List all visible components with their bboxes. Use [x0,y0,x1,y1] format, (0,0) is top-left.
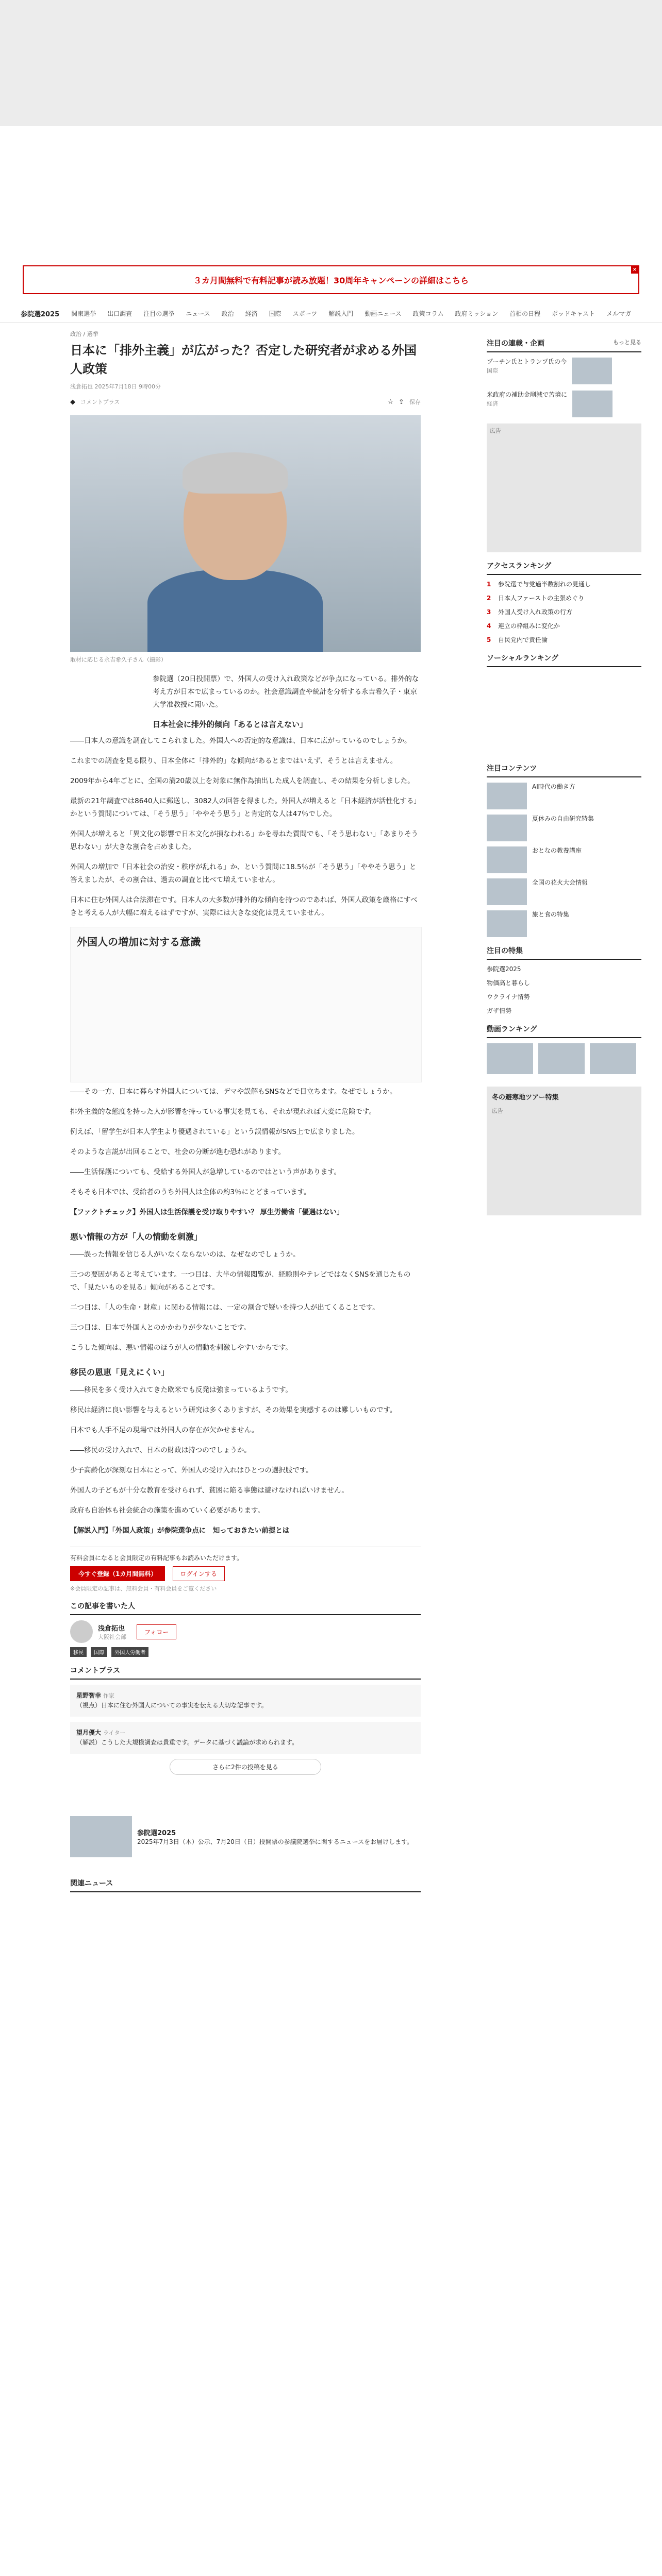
ranking-item[interactable] [487,608,641,617]
author-tag[interactable]: 移民 [70,1647,87,1657]
photo-caption: 取材に応じる永吉希久子さん（撮影） [70,656,167,663]
related-news-title [70,1878,421,1892]
author-card [70,1620,421,1643]
commenter-name[interactable]: 星野智幸 [76,1692,102,1699]
related-link[interactable]: 【ファクトチェック】外国人は生活保護を受け取りやすい？ 厚生労働省「優遇はない」 [70,1208,344,1216]
comment-item [70,1722,421,1754]
column-thumb [487,815,527,841]
promo-thumb [70,1816,132,1857]
body-paragraph: 政府も自治体も社会統合の施策を進めていく必要があります。 [70,1506,264,1515]
rank-number: 3 [487,608,491,616]
rank-number: 1 [487,581,491,588]
video-thumb[interactable] [538,1043,585,1074]
comments-label: コメントプラス [70,1667,121,1675]
ranking-title [487,561,641,575]
author-tag[interactable]: 国際 [91,1647,107,1657]
body-paragraph: 三つの要因があると考えています。一つ目は、大半の情報閲覧が、経験則やテレビではなくSNSを通じたもので、「見たいものを見る」傾向があることです。 [70,1270,411,1292]
video-title [487,1024,641,1038]
columns-label: 注目コンテンツ [487,765,537,773]
sidebar-ad[interactable] [487,423,641,552]
body-paragraph: 二つ目は、「人の生命・財産」に関わる情報には、一定の割合で疑いを持つ人が出てくることです。 [70,1303,379,1312]
nav-item[interactable]: 経済 [245,310,258,317]
nav-item[interactable]: 政策コラム [412,310,444,317]
ranking-item[interactable] [487,622,641,631]
related-link[interactable]: 【解説入門】「外国人政策」が参院選争点に 知っておきたい前提とは [70,1527,290,1535]
article-title: 日本に「排外主義」が広がった？否定した研究者が求める外国人政策 [70,343,417,376]
bottom-ad-title: 冬の避寒地ツアー特集 [492,1094,559,1101]
share-icon[interactable]: ⇪ [399,398,404,406]
nav-item[interactable]: 国際 [269,310,282,317]
rank-number: 5 [487,636,491,643]
nav-item[interactable]: 解説入門 [328,310,354,317]
nav-item[interactable]: 注目の選挙 [143,310,175,317]
body-paragraph: 例えば、「留学生が日本人学生より優遇されている」という誤情報がSNS上で広まりました。 [70,1128,359,1136]
body-paragraph: こうした傾向は、悪い情報のほうが人の情動を刺激しやすいからです。 [70,1344,292,1352]
nav-item[interactable]: 政府ミッション [455,310,499,317]
related-news-label: 関連ニュース [70,1879,113,1888]
section-heading: 悪い情報の方が「人の情動を刺激」 [70,1232,203,1242]
bookmark-icon[interactable]: ☆ [387,398,394,406]
campaign-banner-text[interactable]: ３カ月間無料で有料記事が読み放題！30周年キャンペーンの詳細はこちら [193,275,469,285]
body-paragraph: 2009年から4年ごとに、全国の満20歳以上を対象に無作為抽出した成人を調査し、その結果を分析しました。 [70,777,415,785]
topic-item[interactable]: 物価高と暮らし [487,979,531,987]
body-paragraph: ――生活保護についても、受給する外国人が急増しているのではという声があります。 [70,1168,341,1176]
ranking-item-title: 外国人受け入れ政策の行方 [498,608,573,616]
lead-paragraph: 参院選（20日投開票）で、外国人の受け入れ政策などが争点になっている。排外的な考え方が日本で広まっているのか。社会意識調査や統計を分析する永吉希久子・東京大学准教授に聞いた。 [153,675,419,709]
topic-item[interactable]: 参院選2025 [487,965,521,973]
topic-item[interactable]: ガザ情勢 [487,1007,512,1014]
survey-chart [70,927,422,1082]
featured-item-title: プーチン氏とトランプ氏の今 [487,358,567,365]
comment-text: （視点）日本に住む外国人についての事実を伝える大切な記事です。 [76,1702,268,1709]
comment-item [70,1685,421,1717]
campaign-banner[interactable] [23,265,639,294]
body-paragraph: 日本に住む外国人は合法滞在です。日本人の大多数が排外的な傾向を持つのであれば、外国人政策を厳格にすべきと考える人が大幅に増えるはずですが、実際には大きな変化は見えていません。 [70,896,418,917]
author-role: 大阪社会部 [98,1633,126,1640]
featured-title [487,338,641,352]
body-paragraph: ――日本人の意識を調査してこられました。外国人への否定的な意識は、日本に広がっているのでしょうか。 [70,737,411,745]
author-name[interactable]: 浅倉拓也 [98,1624,125,1633]
featured-label: 注目の連載・企画 [487,340,544,348]
featured-item[interactable] [487,391,641,417]
comment-plus-label[interactable]: コメントプラス [80,399,120,405]
ranking-item-title: 参院選で与党過半数割れの見通し [498,581,591,588]
topics-label: 注目の特集 [487,947,523,955]
column-item[interactable] [487,878,641,905]
avatar [70,1620,93,1643]
nav-item[interactable]: ニュース [186,310,210,317]
comment-plus-icon: ◆ [70,398,75,406]
featured-item-title: 米政府の補助金削減で苦境に [487,391,568,398]
featured-more[interactable]: もっと見る [613,339,641,346]
body-paragraph: 排外主義的な態度を持った人が影響を持っている事実を見ても、それが現れれば大変に危険です。 [70,1108,376,1116]
article-meta: 浅倉拓也 2025年7月18日 9時00分 [70,383,161,390]
ranking-item[interactable] [487,580,641,589]
top-ad-area [0,0,662,126]
author-section-label: この記事を書いた人 [70,1602,135,1611]
body-paragraph: ――移民を多く受け入れてきた欧米でも反発は強まっているようです。 [70,1386,292,1394]
rank-number: 4 [487,622,491,630]
author-section-title [70,1601,421,1615]
bottom-ad[interactable] [487,1087,641,1215]
rank-number: 2 [487,595,491,602]
column-item-title: 旅と食の特集 [532,911,570,918]
body-paragraph: そもそも日本では、受給者のうち外国人は全体の約3％にとどまっています。 [70,1188,311,1196]
cta-text: 有料会員になると会員限定の有料記事もお読みいただけます。 [70,1554,243,1562]
article-photo [70,415,421,652]
ranking-label: アクセスランキング [487,562,552,570]
nav-item[interactable]: 首相の日程 [509,310,541,317]
breadcrumb[interactable]: 政治 / 選挙 [70,331,98,337]
section-heading: 移民の恩恵「見えにくい」 [70,1367,170,1377]
nav-brand[interactable]: 参院選2025 [21,310,60,318]
column-item-title: AI時代の働き方 [532,783,575,790]
trial-button[interactable]: 今すぐ登録（1カ月間無料） [70,1566,165,1581]
commenter-role: 作家 [103,1692,114,1699]
body-paragraph: 移民は経済に良い影響を与えるという研究は多くありますが、その効果を実感するのは難しいものです。 [70,1406,397,1414]
main-nav [0,304,662,323]
body-paragraph: ――移民の受け入れで、日本の財政は持つのでしょうか。 [70,1446,251,1454]
column-thumb [487,878,527,905]
bottom-ad-sub: 広告 [492,1108,503,1114]
column-item-title: おとなの教養講座 [532,847,582,854]
paywall-cta [70,1547,421,1592]
promo-text: 2025年7月3日（木）公示、7月20日（日）投開票の参議院選挙に関するニュースをお届けします。 [137,1838,413,1845]
column-thumb [487,910,527,937]
ranking-item[interactable] [487,594,641,603]
column-thumb [487,846,527,873]
social-title [487,653,641,667]
author-tags [70,1647,421,1657]
column-thumb [487,783,527,809]
sidebar [487,330,641,1222]
ranking-item-title: 自民党内で責任論 [498,636,548,643]
author-tag[interactable]: 外国人労働者 [111,1647,148,1657]
body-paragraph: 最新の21年調査では8640人に郵送し、3082人の回答を得ました。外国人が増えると「日本経済が活性化する」かという質問については、「そう思う」「ややそう思う」と肯定的な人は47％でした。 [70,797,421,818]
ad-label: 広告 [490,428,501,434]
video-thumb[interactable] [590,1043,636,1074]
column-item[interactable] [487,815,641,841]
video-carousel [487,1043,641,1074]
body-paragraph: 外国人の子どもが十分な教育を受けられず、貧困に陥る事態は避けなければいけません。 [70,1486,349,1495]
body-paragraph: 少子高齢化が深刻な日本にとって、外国人の受け入れはひとつの選択肢です。 [70,1466,313,1475]
body-paragraph: そのような言説が出回ることで、社会の分断が進む恐れがあります。 [70,1148,286,1156]
column-item[interactable] [487,846,641,873]
column-item-title: 夏休みの自由研究特集 [532,815,594,822]
save-label[interactable]: 保存 [409,399,421,405]
comments-title [70,1665,421,1680]
social-list [487,672,641,755]
more-comments-button[interactable]: さらに2件の投稿を見る [170,1759,321,1775]
column-item-title: 全国の花火大会情報 [532,879,588,886]
featured-item-sub: 経済 [487,400,498,407]
nav-item[interactable]: メルマガ [606,310,632,317]
photo-hair [183,452,288,494]
article [70,330,421,1897]
body-paragraph: ――誤った情報を信じる人がいなくならないのは、なぜなのでしょうか。 [70,1250,300,1259]
nav-item[interactable]: 関東選挙 [71,310,96,317]
featured-thumb [572,391,613,417]
close-icon[interactable]: × [631,266,638,274]
related-promo[interactable] [70,1816,421,1857]
commenter-name[interactable]: 望月優大 [76,1729,102,1736]
body-paragraph: 外国人が増えると「異文化の影響で日本文化が損なわれる」かを尋ねた質問でも、「そう思わない」「あまりそう思わない」が大きな割合を占めました。 [70,830,418,851]
nav-item[interactable]: スポーツ [292,310,318,317]
featured-item-sub: 国際 [487,367,498,374]
column-item[interactable] [487,910,641,937]
body-paragraph: 日本でも人手不足の現場では外国人の存在が欠かせません。 [70,1426,259,1434]
columns-title [487,763,641,777]
nav-item[interactable]: 出口調査 [107,310,133,317]
nav-item[interactable]: ポッドキャスト [552,310,595,317]
nav-item[interactable]: 政治 [221,310,234,317]
subheading: 日本社会に排外的傾向「あるとは言えない」 [153,720,308,729]
nav-item[interactable]: 動画ニュース [365,310,402,317]
column-item[interactable] [487,783,641,809]
comment-text: （解説）こうした大規模調査は貴重です。データに基づく議論が求められます。 [76,1739,299,1746]
video-label: 動画ランキング [487,1025,537,1033]
cta-note: ※会員限定の記事は、無料会員・有料会員をご覧ください [70,1585,217,1592]
ranking-item-title: 連立の枠組みに変化か [498,622,560,630]
topics-title [487,945,641,960]
commenter-role: ライター [103,1730,126,1736]
featured-thumb [572,358,612,384]
body-paragraph: 三つ目は、日本で外国人とのかかわりが少ないことです。 [70,1324,251,1332]
body-paragraph: これまでの調査を見る限り、日本全体に「排外的」な傾向があるとまではいえず、そうとは言えません。 [70,757,398,765]
login-button[interactable]: ログインする [173,1566,225,1581]
body-paragraph: 外国人の増加で「日本社会の治安・秩序が乱れる」か、という質問に18.5％が「そう思う」「ややそう思う」と答えましたが、その割合は、過去の調査と比べて増えていません。 [70,863,417,884]
promo-label: 参院選2025 [137,1829,176,1837]
body-paragraph: ――その一方、日本に暮らす外国人については、デマや誤解もSNSなどで目立ちます。なぜでしょうか。 [70,1088,397,1096]
chart-title: 外国人の増加に対する意識 [77,936,201,948]
ranking-item-title: 日本人ファーストの主張めぐり [498,595,585,602]
featured-item[interactable] [487,358,641,384]
social-label: ソーシャルランキング [487,654,559,663]
follow-button[interactable]: フォロー [137,1624,176,1639]
photo-figure [147,570,323,652]
ranking-item[interactable] [487,636,641,645]
video-thumb[interactable] [487,1043,533,1074]
topic-item[interactable]: ウクライナ情勢 [487,993,530,1001]
